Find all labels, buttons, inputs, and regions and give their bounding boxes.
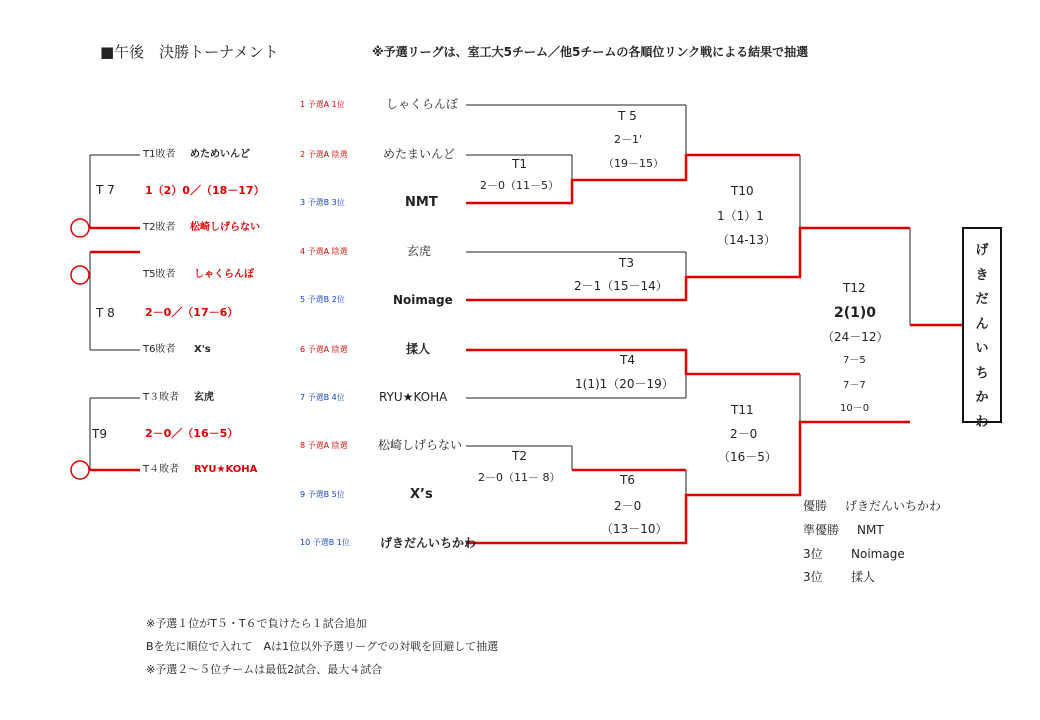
t10-score: 1（1）1	[717, 209, 764, 223]
seed-10-label: 10 予選B 1位	[300, 538, 350, 547]
t7-top-team: めためいんど	[190, 149, 250, 160]
t11-label: T11	[731, 403, 754, 417]
t3-score: 2－1（15－14）	[574, 279, 668, 293]
t2-label: T2	[512, 449, 527, 463]
seed-9-team: X’s	[410, 487, 433, 502]
t12-score: 2(1)0	[834, 305, 877, 321]
t12-set-3: 10－0	[840, 403, 870, 414]
t5-label: T 5	[618, 109, 637, 123]
footnote-3: ※予選２～５位チームは最低2試合、最大４試合	[146, 663, 383, 676]
t9-bottom-from: T４敗者	[143, 464, 180, 475]
circle-t7-winner	[71, 219, 89, 237]
champion-name: げ き だ ん い ち か わ	[975, 243, 989, 430]
t8-top-from: T5敗者	[143, 269, 176, 280]
result-1-team: げきだんいちかわ	[845, 499, 942, 513]
footnote-1: ※予選１位がT５・T６で負けたら１試合追加	[146, 617, 367, 630]
t8-score: 2－0／（17－6）	[145, 306, 239, 319]
t9-bottom-team: RYU★KOHA	[194, 464, 258, 475]
seed-7-team: RYU★KOHA	[379, 390, 448, 404]
result-2-team: NMT	[857, 523, 884, 537]
t10-detail: （14-13）	[717, 233, 776, 247]
consolation-circles	[71, 219, 89, 479]
t7-bottom-team: 松崎しげらない	[190, 222, 260, 233]
t10-label: T10	[731, 184, 754, 198]
t7-bottom-from: T2敗者	[143, 222, 176, 233]
t12-set-2: 7－7	[843, 380, 866, 391]
seed-3-label: 3 予選B 3位	[300, 198, 345, 207]
champion-box	[962, 227, 1002, 430]
result-4-team: 揉人	[851, 570, 876, 584]
t5-detail: （19－15）	[603, 157, 664, 170]
seed-4-label: 4 予選A 陰選	[300, 247, 348, 256]
t6-label: T6	[620, 473, 635, 487]
t12-label: T12	[843, 281, 866, 295]
seed-3-team: NMT	[405, 195, 438, 210]
seed-6-label: 6 予選A 陰選	[300, 345, 348, 354]
t4-label: T4	[620, 353, 635, 367]
t2-score: 2－0（11－ 8）	[478, 471, 561, 484]
seed-4-team: 玄虎	[407, 244, 432, 258]
circle-t9-winner	[71, 461, 89, 479]
result-2-place: 準優勝	[803, 523, 840, 537]
circle-t8-winner	[71, 266, 89, 284]
result-4-place: 3位	[803, 570, 823, 584]
t11-score: 2－0	[730, 427, 758, 441]
seed-6-team: 揉人	[406, 342, 431, 356]
t6-score: 2－0	[614, 499, 642, 513]
seed-7-label: 7 予選B 4位	[300, 393, 345, 402]
t7-label: T 7	[96, 183, 115, 197]
seed-2-label: 2 予選A 陰選	[300, 150, 348, 159]
t7-top-from: T1敗者	[143, 149, 176, 160]
seed-5-label: 5 予選B 2位	[300, 295, 345, 304]
result-3-team: Noimage	[851, 547, 905, 561]
t8-label: T 8	[96, 306, 115, 320]
t1-score: 2－0（11－5）	[480, 179, 559, 192]
t1-label: T1	[512, 157, 527, 171]
t9-top-from: T３敗者	[143, 392, 180, 403]
t3-label: T3	[619, 256, 634, 270]
top-note: ※予選リーグは、室工大5チーム／他5チームの各順位リンク戦による結果で抽選	[372, 45, 809, 59]
t9-top-team: 玄虎	[194, 392, 214, 403]
t5-score: 2－1'	[614, 133, 643, 146]
t6-detail: （13－10）	[601, 522, 668, 536]
t7-score: 1（2）0／（18－17）	[145, 184, 265, 197]
t9-score: 2－0／（16－5）	[145, 427, 239, 440]
result-1-place: 優勝	[803, 499, 828, 513]
result-3-place: 3位	[803, 547, 823, 561]
seed-1-label: 1 予選A 1位	[300, 100, 345, 109]
t9-label: T9	[92, 427, 107, 441]
t8-bottom-from: T6敗者	[143, 344, 176, 355]
t12-set-1: 7－5	[843, 355, 866, 366]
seed-2-team: めたまいんど	[383, 147, 456, 161]
t8-bottom-team: X's	[194, 344, 211, 355]
t8-top-team: しゃくらんぼ	[194, 269, 254, 280]
footnote-2: Bを先に順位で入れて Aは1位以外予選リーグでの対戦を回避して抽選	[146, 640, 499, 653]
bracket-red-lines	[90, 155, 962, 543]
t4-score: 1(1)1（20－19）	[575, 377, 674, 391]
seed-8-label: 8 予選A 陰選	[300, 441, 348, 450]
seed-9-label: 9 予選B 5位	[300, 490, 345, 499]
t12-detail: （24－12）	[822, 330, 889, 344]
seed-5-team: Noimage	[393, 293, 453, 307]
page-title: ■午後 決勝トーナメント	[100, 43, 279, 61]
seed-10-team: げきだんいちかわ	[380, 536, 477, 550]
seed-8-team: 松崎しげらない	[378, 438, 463, 452]
t11-detail: （16－5）	[718, 450, 777, 464]
seed-1-team: しゃくらんぼ	[386, 97, 459, 111]
